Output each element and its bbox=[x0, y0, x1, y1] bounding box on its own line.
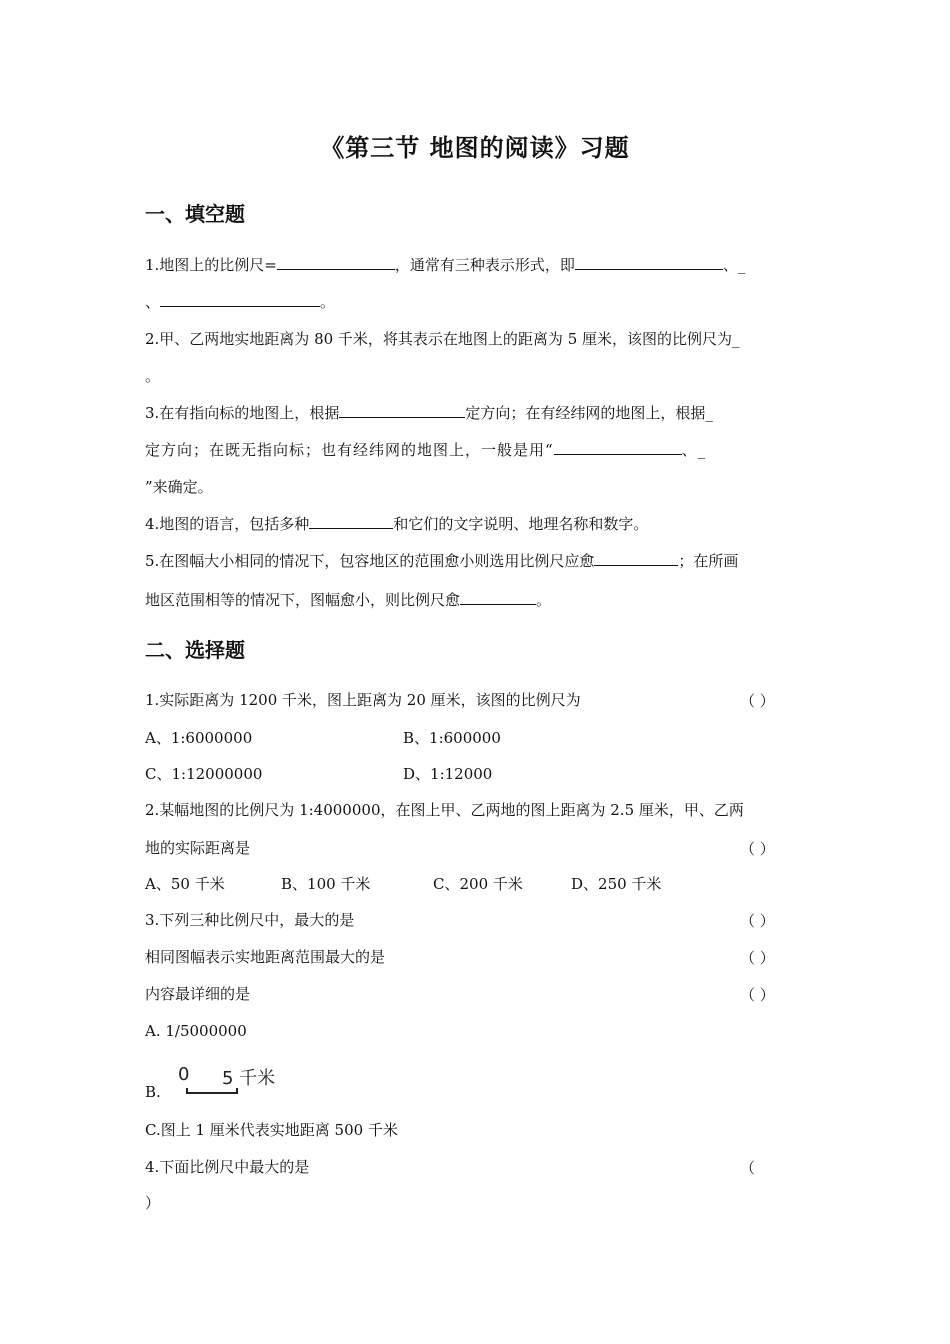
option-q1-b[interactable]: B、1:600000 bbox=[403, 729, 501, 747]
choice-question-3-part-2: 相同图幅表示实地距离范围最大的是 bbox=[145, 948, 386, 966]
option-q2-c[interactable]: C、200 千米 bbox=[433, 875, 523, 893]
q1-text-d: 、 bbox=[145, 293, 161, 311]
choice-question-3-part-1: 3.下列三种比例尺中，最大的是 bbox=[145, 911, 355, 929]
answer-blank[interactable] bbox=[277, 255, 395, 270]
fill-question-2-line-1: 2.甲、乙两地实地距离为 80 千米，将其表示在地图上的距离为 5 厘米，该图的比例尺为_ bbox=[145, 330, 740, 348]
answer-parentheses[interactable]: （ ） bbox=[740, 912, 775, 930]
answer-blank[interactable] bbox=[554, 440, 682, 455]
q5-text-a: 5.在图幅大小相同的情况下，包容地区的范围愈小则选用比例尺应愈 bbox=[145, 552, 595, 570]
option-q2-a[interactable]: A、50 千米 bbox=[145, 875, 225, 893]
answer-blank[interactable] bbox=[309, 514, 393, 529]
q3-text-d: 、_ bbox=[681, 441, 707, 459]
fill-question-1-line-2 bbox=[145, 292, 335, 312]
q5-text-b: ；在所画 bbox=[678, 552, 739, 570]
page-title: 《第三节 地图的阅读》习题 bbox=[320, 134, 630, 162]
option-q1-c[interactable]: C、1:12000000 bbox=[145, 765, 263, 783]
q4-text-b: 和它们的文字说明、地理名称和数字。 bbox=[393, 515, 649, 533]
answer-blank[interactable] bbox=[594, 551, 678, 566]
answer-paren-open[interactable]: （ bbox=[740, 1159, 756, 1177]
q1-text-a: 1.地图上的比例尺= bbox=[145, 256, 277, 274]
q4-text-a: 4.地图的语言，包括多种 bbox=[145, 515, 310, 533]
choice-question-2-line-2: 地的实际距离是 bbox=[145, 839, 251, 857]
answer-blank[interactable] bbox=[339, 403, 465, 418]
q1-text-e: 。 bbox=[320, 293, 336, 311]
choice-question-1: 1.实际距离为 1200 千米，图上距离为 20 厘米，该图的比例尺为 bbox=[145, 691, 581, 709]
q1-text-c: 、_ bbox=[722, 256, 746, 274]
option-q1-d[interactable]: D、1:12000 bbox=[403, 765, 493, 783]
answer-parentheses[interactable]: （ ） bbox=[740, 692, 775, 710]
q3-text-c: 定方向；在既无指向标；也有经纬网的地图上，一般是用“ bbox=[145, 441, 554, 459]
fill-question-1-line-1 bbox=[145, 255, 745, 275]
q5-text-c: 地区范围相等的情况下，图幅愈小，则比例尺愈 bbox=[145, 591, 461, 609]
fill-question-5-line-2 bbox=[145, 590, 551, 610]
answer-parentheses[interactable]: （ ） bbox=[740, 986, 775, 1004]
scale-five-km-label: 5 千米 bbox=[222, 1068, 276, 1089]
option-q3-c[interactable]: C.图上 1 厘米代表实地距离 500 千米 bbox=[145, 1121, 398, 1139]
option-q2-d[interactable]: D、250 千米 bbox=[571, 875, 662, 893]
option-q1-a[interactable]: A、1:6000000 bbox=[145, 729, 253, 747]
scale-bar-line bbox=[186, 1088, 238, 1094]
scale-zero-label: 0 bbox=[178, 1064, 190, 1085]
q3-text-b: 定方向；在有经纬网的地图上，根据_ bbox=[465, 404, 713, 422]
q3-text-a: 3.在有指向标的地图上，根据 bbox=[145, 404, 340, 422]
answer-blank[interactable] bbox=[160, 292, 320, 307]
fill-question-3-line-2 bbox=[145, 440, 706, 460]
option-q3-a[interactable]: A. 1/5000000 bbox=[145, 1022, 247, 1040]
answer-parentheses[interactable]: （ ） bbox=[740, 840, 775, 858]
choice-question-4: 4.下面比例尺中最大的是 bbox=[145, 1158, 310, 1176]
fill-question-2-line-2: 。 bbox=[145, 367, 161, 385]
line-scale-bar-image bbox=[178, 1064, 288, 1098]
answer-parentheses[interactable]: （ ） bbox=[740, 949, 775, 967]
section-heading-choice: 二、选择题 bbox=[145, 638, 245, 662]
q1-text-b: ，通常有三种表示形式，即 bbox=[394, 256, 575, 274]
option-q2-b[interactable]: B、100 千米 bbox=[281, 875, 371, 893]
answer-blank[interactable] bbox=[460, 590, 536, 605]
answer-blank[interactable] bbox=[575, 255, 723, 270]
answer-paren-close[interactable]: ） bbox=[145, 1194, 161, 1212]
fill-question-3-line-3: ”来确定。 bbox=[145, 478, 213, 496]
section-heading-fill: 一、填空题 bbox=[145, 202, 245, 226]
choice-question-2-line-1: 2.某幅地图的比例尺为 1:4000000，在图上甲、乙两地的图上距离为 2.5 厘米，甲、乙两 bbox=[145, 801, 744, 819]
option-q3-b[interactable]: B. bbox=[145, 1083, 161, 1101]
fill-question-3-line-1 bbox=[145, 403, 713, 423]
fill-question-4 bbox=[145, 514, 648, 534]
fill-question-5-line-1 bbox=[145, 551, 738, 571]
q5-text-d: 。 bbox=[536, 591, 552, 609]
choice-question-3-part-3: 内容最详细的是 bbox=[145, 985, 251, 1003]
